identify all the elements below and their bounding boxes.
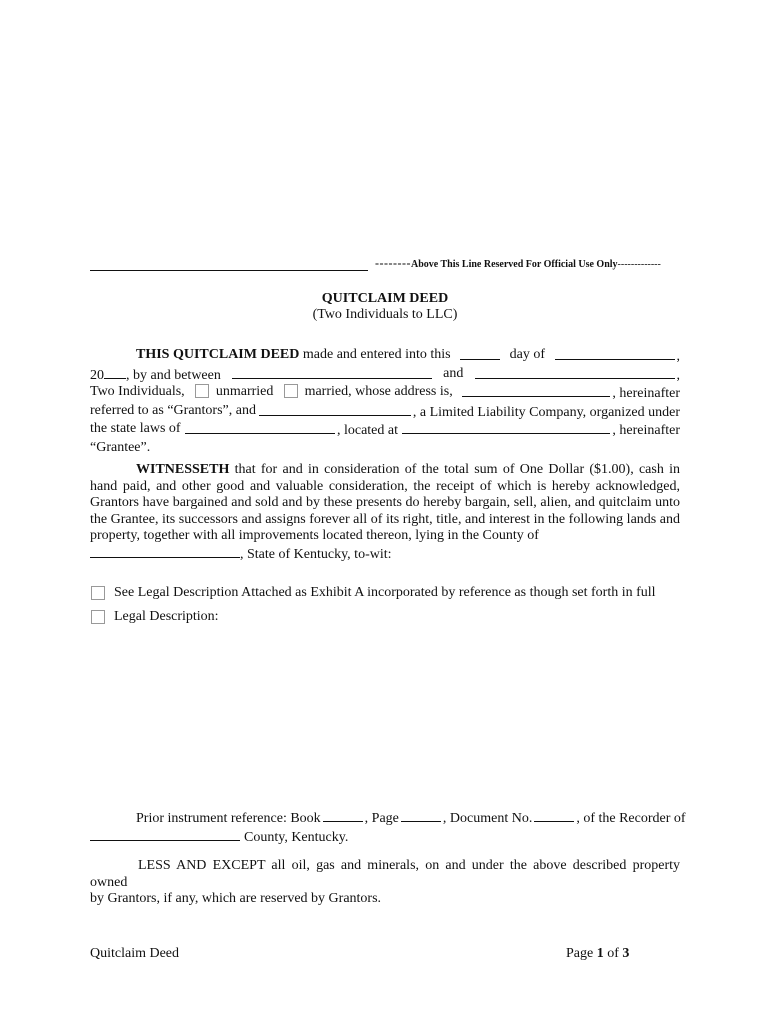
intro-text-2: day of <box>509 347 545 362</box>
county-blank[interactable] <box>90 545 240 558</box>
unmarried-label: unmarried <box>215 384 274 399</box>
prior-page-label: , Page <box>364 811 399 826</box>
less-except-paragraph <box>90 858 680 908</box>
intro-line-1 <box>90 347 680 366</box>
intro-text-3: , <box>676 349 680 364</box>
exhibit-option <box>90 585 656 601</box>
intro-line-4 <box>90 403 680 422</box>
page-number: 1 <box>596 946 604 961</box>
county-kentucky-text: County, Kentucky. <box>244 829 349 845</box>
grantee-address-blank[interactable] <box>402 421 610 434</box>
intro-hereinafter-1: , hereinafter <box>612 386 680 401</box>
recorder-county-blank[interactable] <box>90 828 240 841</box>
document-no-blank[interactable] <box>534 809 574 822</box>
year-blank[interactable] <box>104 366 126 379</box>
witnesseth-paragraph <box>90 462 680 563</box>
grantor-2-blank[interactable] <box>475 366 675 379</box>
official-use-note <box>375 256 661 271</box>
prior-book-label: Prior instrument reference: Book <box>136 811 321 826</box>
intro-by-between: , by and between <box>126 367 221 383</box>
official-use-rule <box>90 270 368 271</box>
married-checkbox[interactable] <box>284 384 298 398</box>
located-at-text: , located at <box>336 423 398 438</box>
exhibit-label: See Legal Description Attached as Exhibit A incorporated by reference as though set forth in full <box>114 585 656 600</box>
prior-doc-label: , Document No. <box>442 811 533 826</box>
less-except-line-1 <box>90 858 680 891</box>
prior-line-1 <box>90 809 686 828</box>
intro-and: and <box>443 365 464 381</box>
prior-line-2 <box>90 828 680 847</box>
legal-description-label: Legal Description: <box>114 609 219 624</box>
intro-hereinafter-2: , hereinafter <box>612 423 680 438</box>
page-indicator <box>566 946 629 962</box>
state-kentucky-text: , State of Kentucky, to-wit: <box>240 546 392 562</box>
prior-instrument-paragraph <box>90 809 686 846</box>
grantors-ref-text: referred to as “Grantors”, and <box>90 402 256 418</box>
two-individuals-text: Two Individuals, <box>90 384 185 399</box>
grantor-address-blank[interactable] <box>462 384 610 397</box>
page-blank[interactable] <box>401 809 441 822</box>
married-address-label: married, whose address is, <box>304 384 453 399</box>
document-subtitle: (Two Individuals to LLC) <box>312 307 458 322</box>
official-use-label: Above This Line Reserved For Official Use Only <box>410 259 618 270</box>
official-use-dashes-after: ------------- <box>617 259 661 270</box>
page-word: Page <box>566 946 594 961</box>
less-except-lead: LESS AND EXCEPT all oil, gas and minerals, on and under the above described property owned <box>90 858 680 890</box>
book-blank[interactable] <box>323 809 363 822</box>
intro-line-6: “Grantee”. <box>90 439 151 455</box>
official-use-dashes-before: -------- <box>375 256 411 270</box>
witnesseth-body: that for and in consideration of the total sum of One Dollar ($1.00), cash in hand paid, and other good and valuable consideration, the receipt of which is hereby acknowledged, Grantors have bargained and sold and by these presents do hereby bargain, sell, alien, and quitclaim unto the Grantee, its successors and assigns forever all of its right, title, and interest in the following lands and property, together with all improvements located thereon, lying in the County of <box>90 462 681 543</box>
intro-line-3 <box>90 384 680 403</box>
state-laws-text: the state laws of <box>90 421 181 436</box>
grantor-1-blank[interactable] <box>232 366 432 379</box>
intro-comma: , <box>676 367 680 383</box>
witnesseth-text <box>90 462 680 545</box>
legal-description-checkbox[interactable] <box>91 610 105 624</box>
intro-paragraph <box>90 347 680 456</box>
day-blank[interactable] <box>460 347 500 360</box>
prior-recorder-label: , of the Recorder of <box>576 811 686 826</box>
page-total: 3 <box>622 946 630 961</box>
less-except-tail: by Grantors, if any, which are reserved by Grantors. <box>90 891 382 906</box>
intro-lead: THIS QUITCLAIM DEED <box>136 347 300 362</box>
exhibit-checkbox[interactable] <box>91 586 105 600</box>
county-line <box>90 545 680 564</box>
witnesseth-lead: WITNESSETH <box>136 462 230 477</box>
state-blank[interactable] <box>185 421 335 434</box>
intro-line-5 <box>90 421 680 440</box>
grantee-name-blank[interactable] <box>259 403 411 416</box>
document-title: QUITCLAIM DEED <box>321 291 449 306</box>
year-prefix: 20 <box>90 367 104 383</box>
of-word: of <box>607 946 619 961</box>
legal-description-option <box>90 609 219 625</box>
llc-organized-text: , a Limited Liability Company, organized under <box>412 404 680 420</box>
intro-line-2 <box>90 366 680 385</box>
month-blank[interactable] <box>555 347 675 360</box>
intro-text-1: made and entered into this <box>302 347 451 362</box>
unmarried-checkbox[interactable] <box>195 384 209 398</box>
footer-title: Quitclaim Deed <box>90 946 180 961</box>
